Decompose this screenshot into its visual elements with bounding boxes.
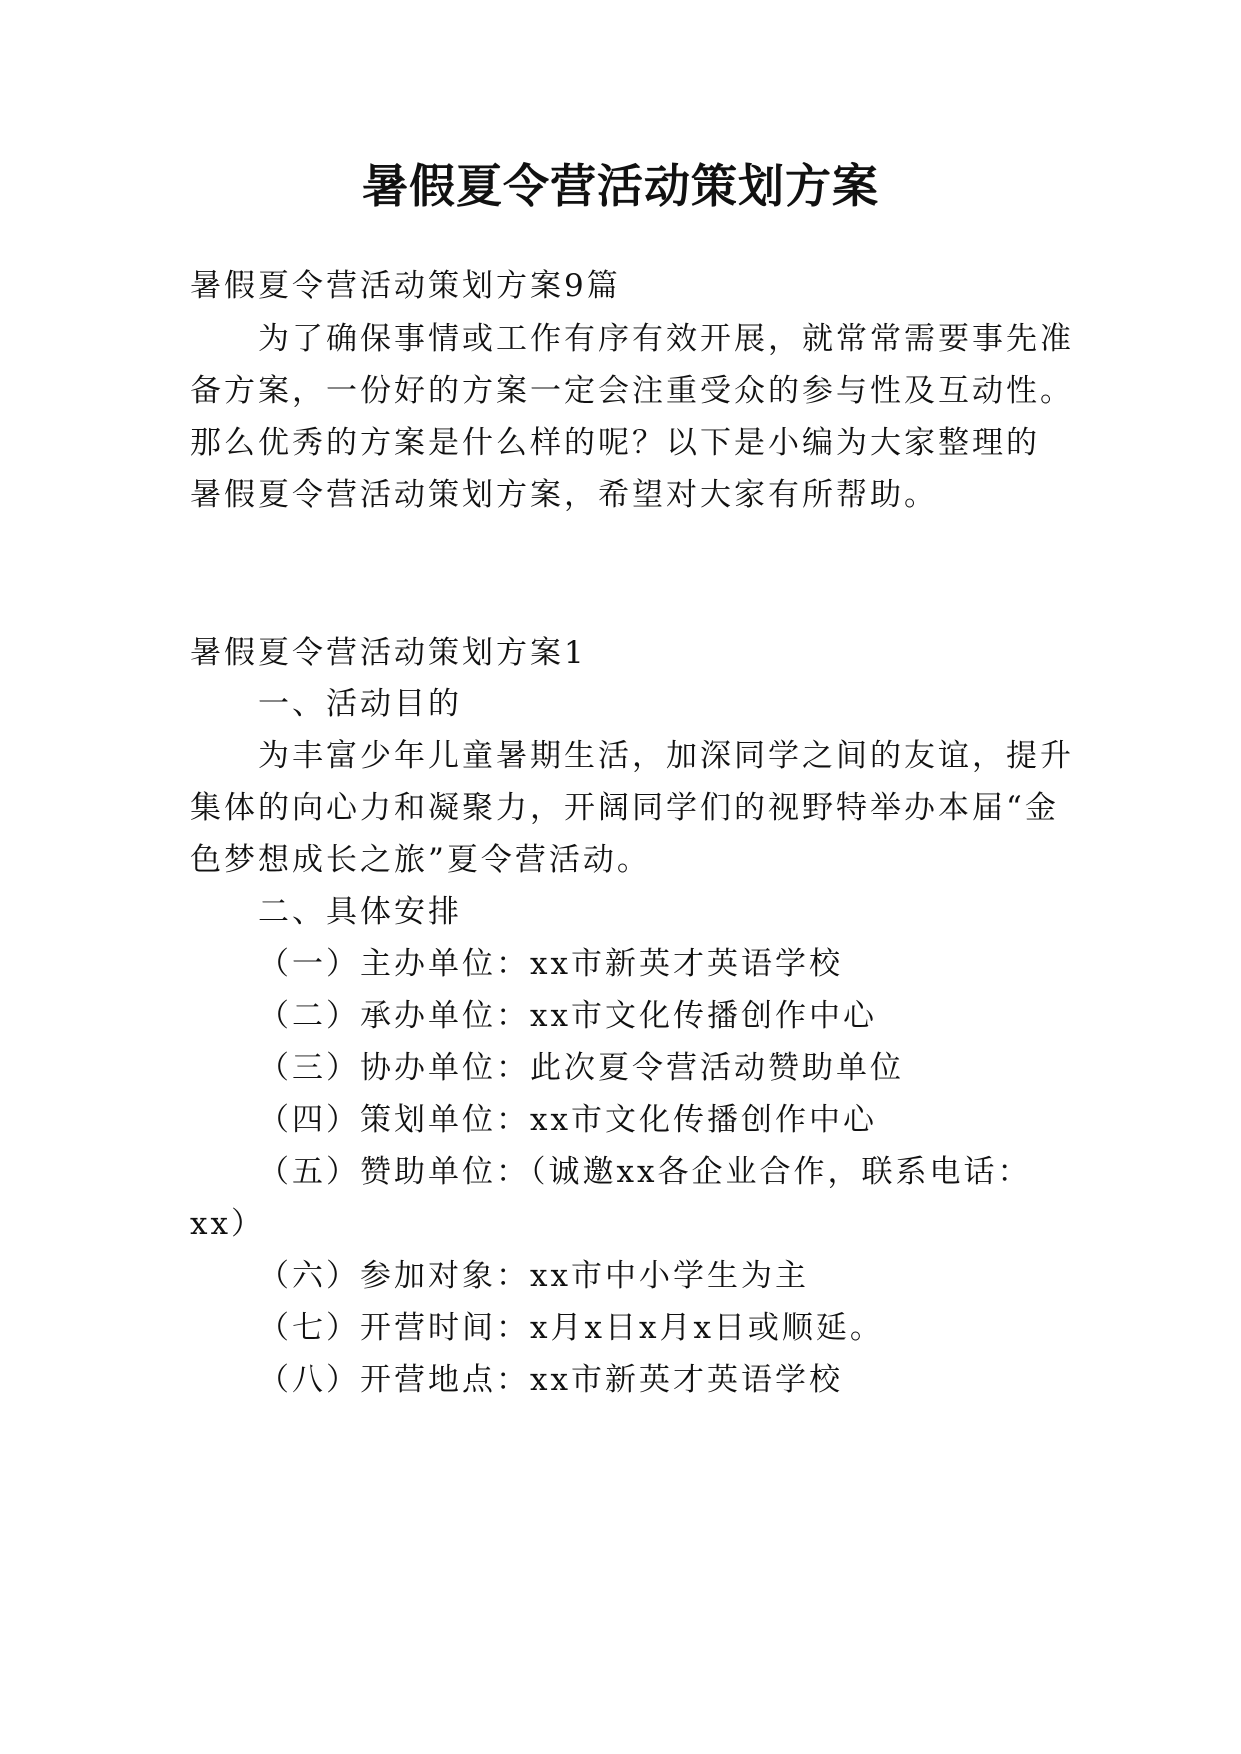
list-item: （七）开营时间：x月x日x月x日或顺延。 <box>258 1310 884 1346</box>
list-item: （四）策划单位：xx市文化传播创作中心 <box>258 1102 877 1138</box>
list-item: （六）参加对象：xx市中小学生为主 <box>258 1258 809 1294</box>
intro-line-2: 备方案，一份好的方案一定会注重受众的参与性及互动性。 <box>190 373 1074 409</box>
intro-line-4: 暑假夏令营活动策划方案，希望对大家有所帮助。 <box>190 477 938 513</box>
list-item: （三）协办单位：此次夏令营活动赞助单位 <box>258 1050 904 1086</box>
intro-line-3: 那么优秀的方案是什么样的呢？以下是小编为大家整理的 <box>190 425 1040 461</box>
purpose-line-1: 为丰富少年儿童暑期生活，加深同学之间的友谊，提升 <box>258 738 1074 774</box>
section-title: 暑假夏令营活动策划方案1 <box>190 635 587 671</box>
list-item: （五）赞助单位：（诚邀xx各企业合作，联系电话： <box>258 1154 1032 1190</box>
list-item: （八）开营地点：xx市新英才英语学校 <box>258 1362 843 1398</box>
list-item: xx） <box>190 1206 265 1242</box>
purpose-line-3: 色梦想成长之旅”夏令营活动。 <box>190 842 651 878</box>
intro-line-1: 为了确保事情或工作有序有效开展，就常常需要事先准 <box>258 321 1074 357</box>
heading-arrangement: 二、具体安排 <box>258 894 462 930</box>
document-title: 暑假夏令营活动策划方案 <box>362 159 879 213</box>
list-item: （二）承办单位：xx市文化传播创作中心 <box>258 998 877 1034</box>
document-subtitle: 暑假夏令营活动策划方案9篇 <box>190 268 621 304</box>
purpose-line-2: 集体的向心力和凝聚力，开阔同学们的视野特举办本届“金 <box>190 790 1059 826</box>
list-item: （一）主办单位：xx市新英才英语学校 <box>258 946 843 982</box>
heading-purpose: 一、活动目的 <box>258 686 462 722</box>
